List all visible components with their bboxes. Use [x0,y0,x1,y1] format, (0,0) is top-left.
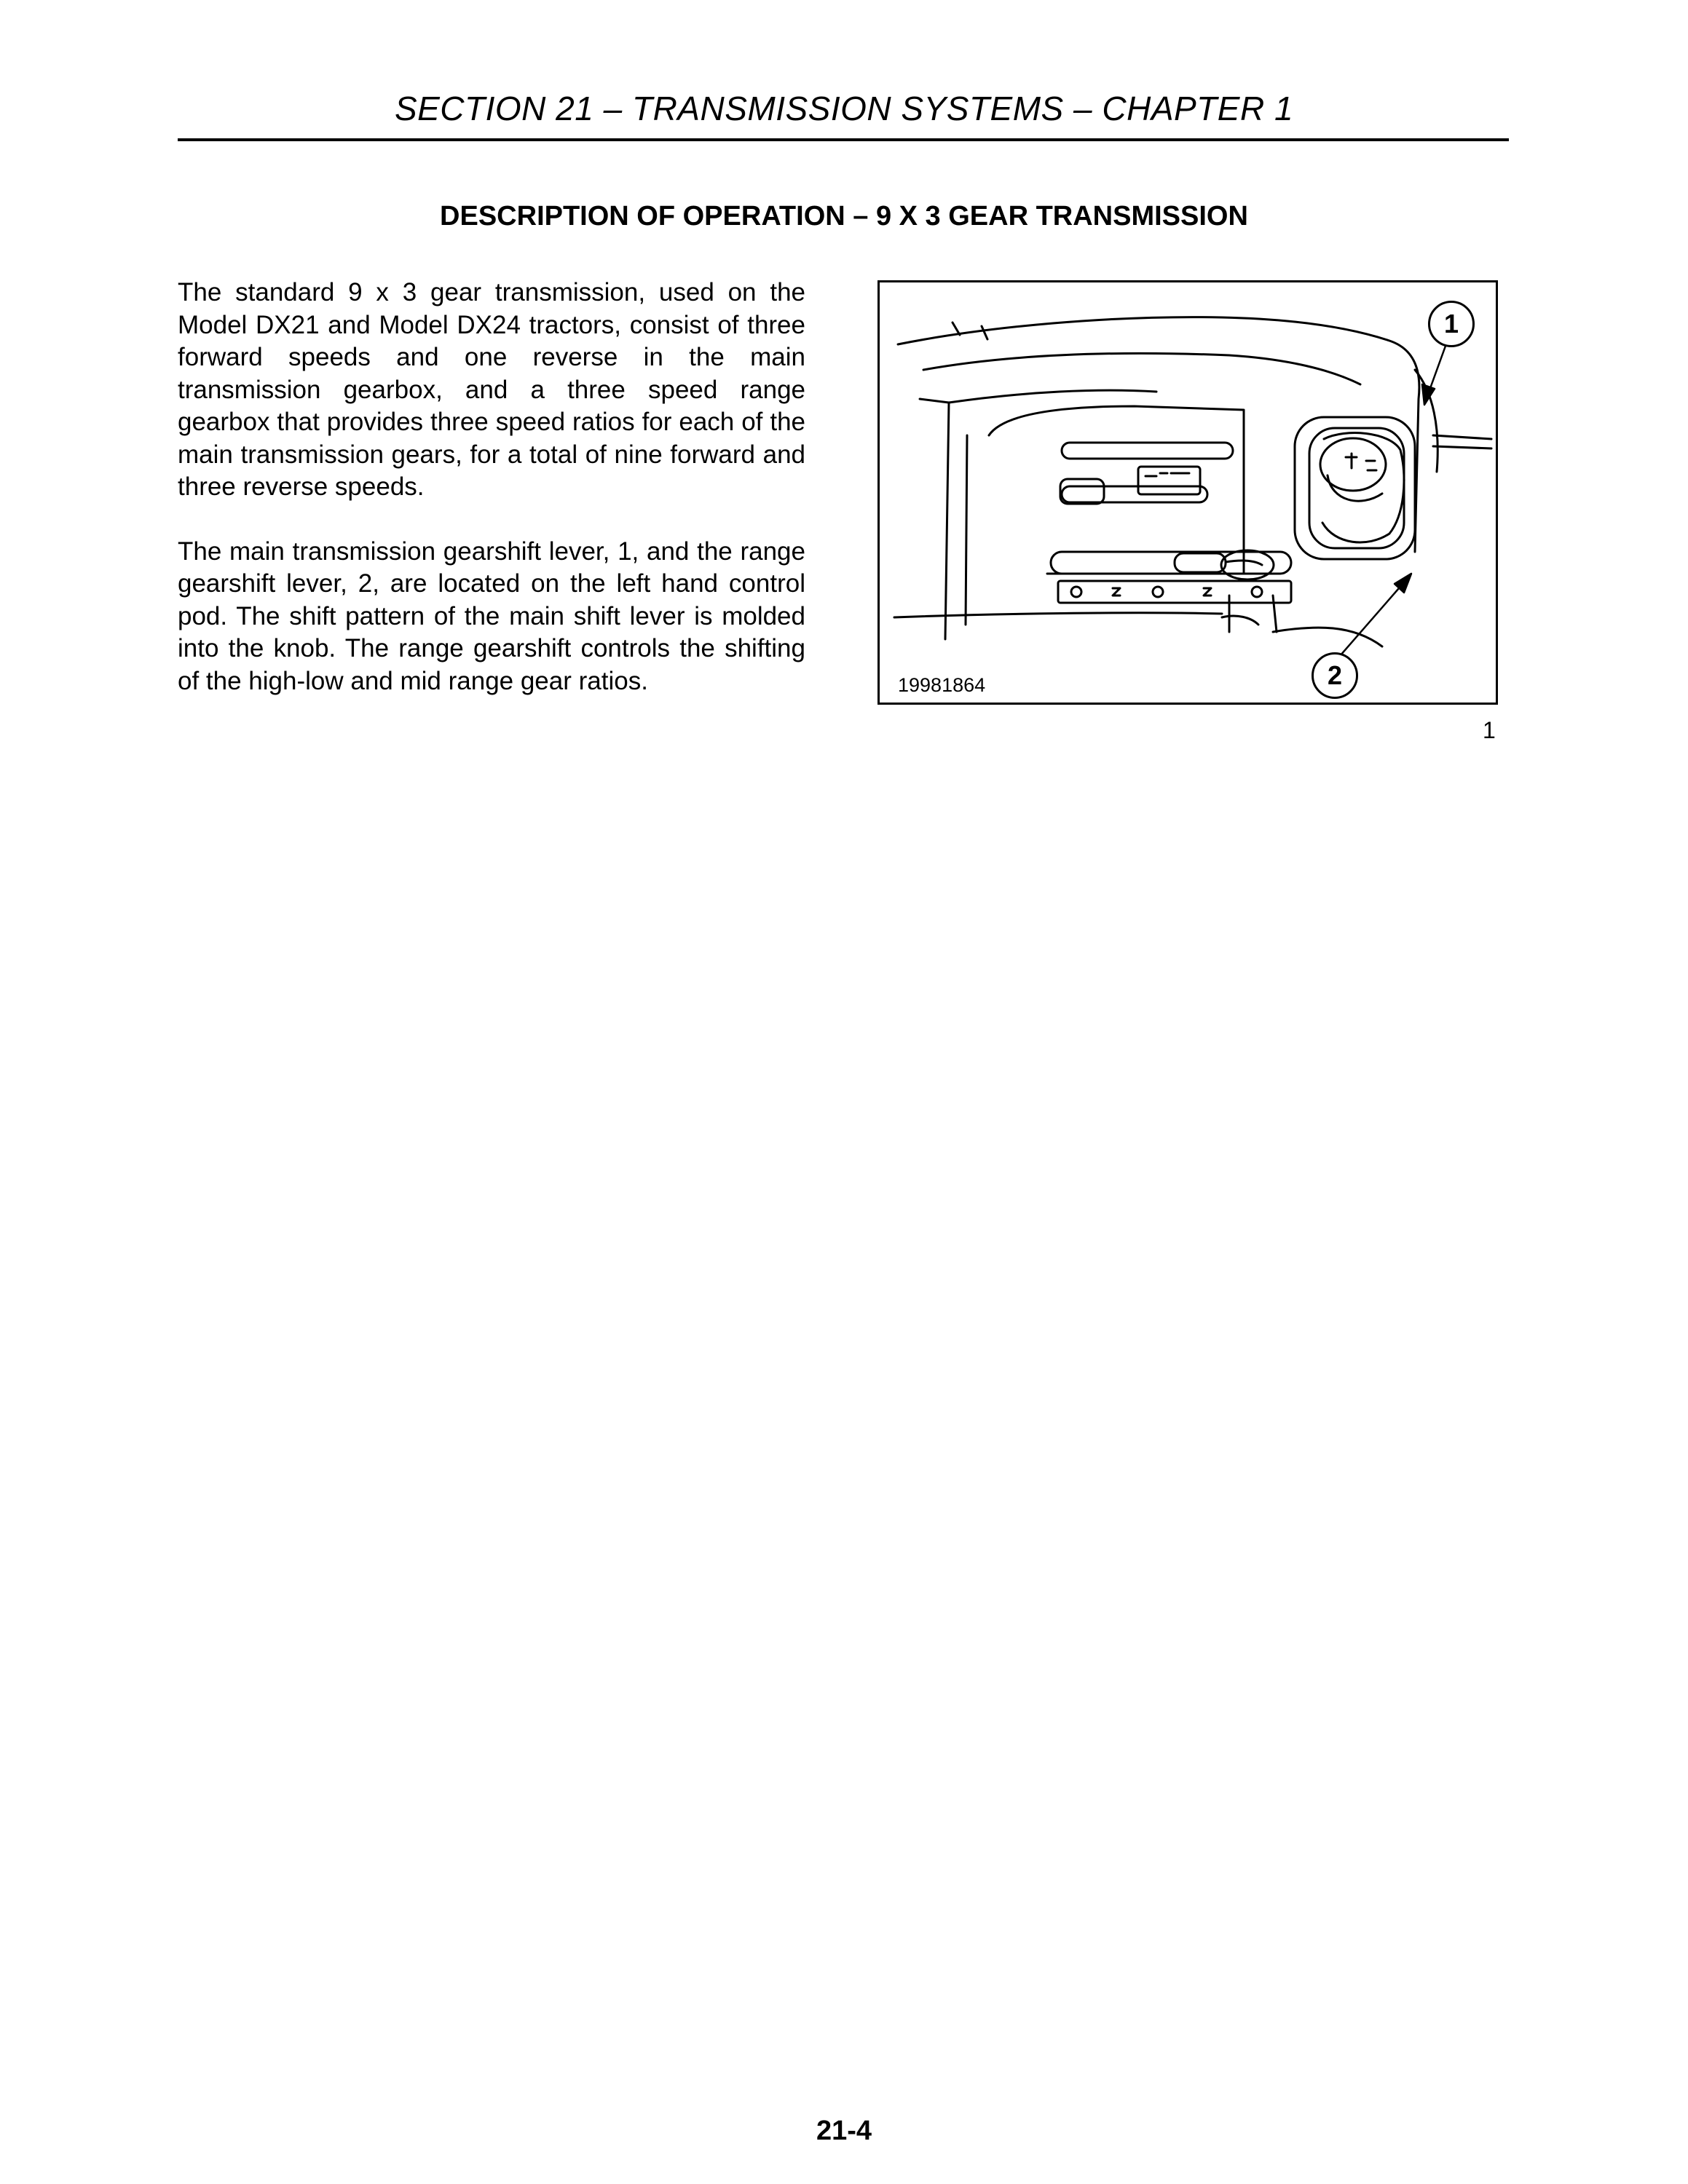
figure-number: 1 [1483,717,1496,743]
section-heading: DESCRIPTION OF OPERATION – 9 X 3 GEAR TRANSMISSION [440,201,1248,232]
paragraph-1: The standard 9 x 3 gear transmission, used on the Model DX21 and Model DX24 tractors, consist of three forward speeds and one reverse in the main transmission gearbox, and a three speed range gearbox that provides three speed ratios for each of the main transmission gears, for a total of nine forward and three reverse speeds. [178,278,805,501]
figure-code: 19981864 [898,674,986,696]
control-pod-illustration [880,282,1496,703]
callout-1: 1 [1428,301,1475,347]
callout-2: 2 [1312,652,1358,699]
body-text [178,277,805,729]
figure-box [877,280,1498,705]
header-rule [178,138,1509,141]
page-header-title: SECTION 21 – TRANSMISSION SYSTEMS – CHAPTER 1 [394,90,1294,127]
page-number: 21-4 [816,2116,872,2146]
paragraph-2: The main transmission gearshift lever, 1, and the range gearshift lever, 2, are located on the left hand control pod. The shift pattern of the main shift lever is molded into the knob. The range gearshift controls the shifting of the high-low and mid range gear ratios. [178,537,805,695]
